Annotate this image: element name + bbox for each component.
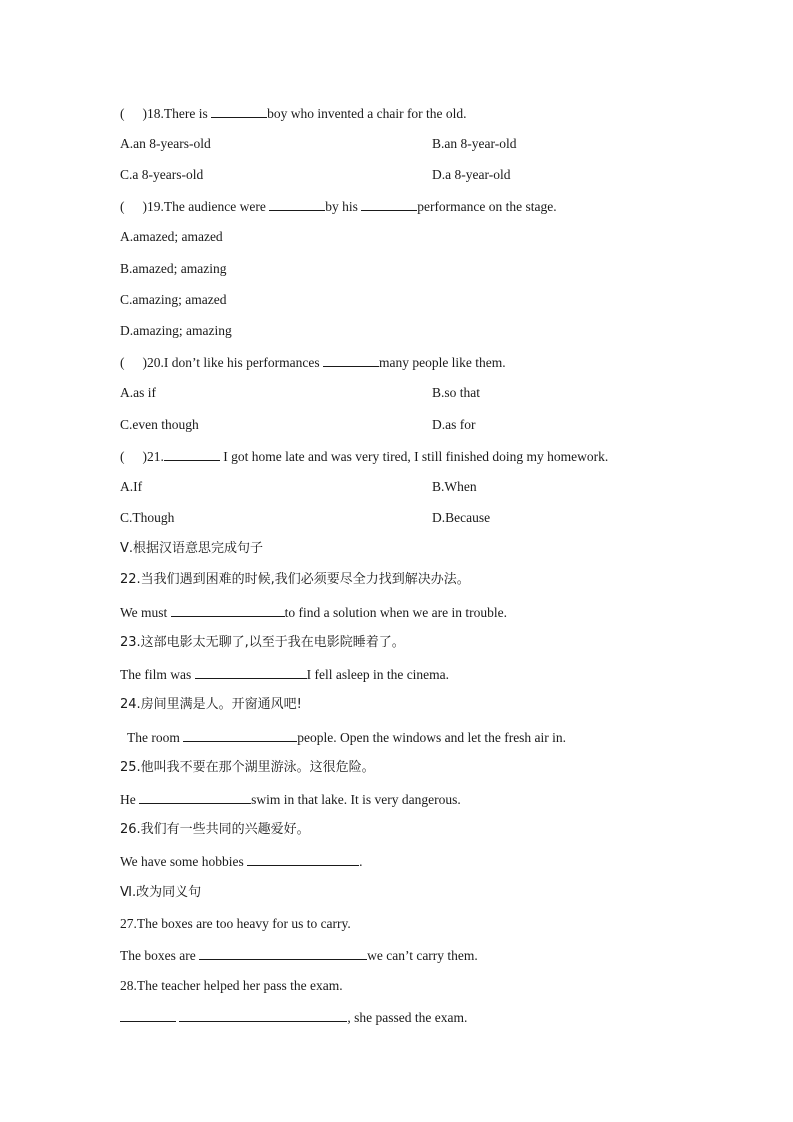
q19-blank-1[interactable]: [269, 197, 325, 211]
q28-suffix: , she passed the exam.: [347, 1010, 468, 1025]
q25-suffix: swim in that lake. It is very dangerous.: [251, 792, 461, 807]
q19-open-paren: (: [120, 199, 125, 214]
question-18: [120, 104, 467, 123]
q18-stem-tail: boy who invented a chair for the old.: [267, 106, 467, 121]
q21-stem: )21.: [142, 449, 164, 464]
q23-prefix: The film was: [120, 667, 192, 682]
q23-chinese: 23.这部电影太无聊了,以至于我在电影院睡着了。: [120, 635, 405, 650]
section-5-heading: Ⅴ.根据汉语意思完成句子: [120, 541, 264, 556]
q20-option-d[interactable]: D.as for: [432, 417, 476, 432]
section-6-heading: Ⅵ.改为同义句: [120, 885, 202, 900]
q24-prefix: The room: [127, 730, 180, 745]
q23-blank[interactable]: [195, 665, 307, 679]
q21-stem-tail: I got home late and was very tired, I still finished doing my homework.: [223, 449, 609, 464]
q27-sentence: [120, 946, 478, 965]
q27-blank[interactable]: [199, 946, 367, 960]
q22-suffix: to find a solution when we are in trouble.: [284, 605, 507, 620]
q25-prefix: He: [120, 792, 136, 807]
q21-option-b[interactable]: B.When: [432, 479, 477, 494]
q28-original: 28.The teacher helped her pass the exam.: [120, 978, 343, 993]
q28-blank-2[interactable]: [179, 1008, 347, 1022]
q19-option-d[interactable]: D.amazing; amazing: [120, 323, 232, 338]
q26-suffix: .: [359, 854, 363, 869]
q20-stem-tail: many people like them.: [378, 355, 506, 370]
q26-blank[interactable]: [247, 852, 359, 866]
q27-prefix: The boxes are: [120, 948, 196, 963]
q19-option-c[interactable]: C.amazing; amazed: [120, 292, 227, 307]
q21-open-paren: (: [120, 449, 125, 464]
question-19: [120, 197, 557, 216]
q19-stem: )19.The audience were: [142, 199, 266, 214]
q28-blank-1[interactable]: [120, 1008, 176, 1022]
q19-stem-mid: by his: [325, 199, 358, 214]
q19-option-a[interactable]: A.amazed; amazed: [120, 229, 223, 244]
q18-stem: )18.There is: [142, 106, 208, 121]
q25-chinese: 25.他叫我不要在那个湖里游泳。这很危险。: [120, 760, 375, 775]
q23-sentence: [120, 665, 449, 684]
q22-prefix: We must: [120, 605, 168, 620]
q24-chinese: 24.房间里满是人。开窗通风吧!: [120, 697, 302, 712]
q21-option-d[interactable]: D.Because: [432, 510, 491, 525]
q24-sentence: [127, 728, 566, 747]
q24-blank[interactable]: [183, 728, 297, 742]
q18-blank[interactable]: [211, 104, 267, 118]
q27-original: 27.The boxes are too heavy for us to carry.: [120, 916, 351, 931]
q25-sentence: [120, 790, 461, 809]
q23-suffix: I fell asleep in the cinema.: [306, 667, 450, 682]
q28-sentence: [120, 1008, 467, 1027]
q20-option-a[interactable]: A.as if: [120, 385, 156, 400]
q26-prefix: We have some hobbies: [120, 854, 244, 869]
q18-option-a[interactable]: A.an 8-years-old: [120, 136, 211, 151]
q20-blank[interactable]: [323, 353, 379, 367]
q18-option-d[interactable]: D.a 8-year-old: [432, 167, 511, 182]
q19-option-b[interactable]: B.amazed; amazing: [120, 261, 227, 276]
question-21: [120, 447, 608, 466]
q26-chinese: 26.我们有一些共同的兴趣爱好。: [120, 822, 310, 837]
q20-stem: )20.I don’t like his performances: [142, 355, 320, 370]
q26-sentence: [120, 852, 363, 871]
q18-option-b[interactable]: B.an 8-year-old: [432, 136, 517, 151]
q21-blank[interactable]: [164, 447, 220, 461]
q24-suffix: people. Open the windows and let the fresh air in.: [297, 730, 567, 745]
q18-open-paren: (: [120, 106, 125, 121]
q27-suffix: we can’t carry them.: [367, 948, 478, 963]
question-20: [120, 353, 506, 372]
q21-option-c[interactable]: C.Though: [120, 510, 175, 525]
q19-stem-tail: performance on the stage.: [417, 199, 557, 214]
q22-blank[interactable]: [171, 603, 285, 617]
q25-blank[interactable]: [139, 790, 251, 804]
q20-option-b[interactable]: B.so that: [432, 385, 481, 400]
q22-sentence: [120, 603, 507, 622]
q22-chinese: 22.当我们遇到困难的时候,我们必须要尽全力找到解决办法。: [120, 572, 470, 587]
q21-option-a[interactable]: A.If: [120, 479, 143, 494]
q20-option-c[interactable]: C.even though: [120, 417, 199, 432]
q20-open-paren: (: [120, 355, 125, 370]
q18-option-c[interactable]: C.a 8-years-old: [120, 167, 204, 182]
q19-blank-2[interactable]: [361, 197, 417, 211]
